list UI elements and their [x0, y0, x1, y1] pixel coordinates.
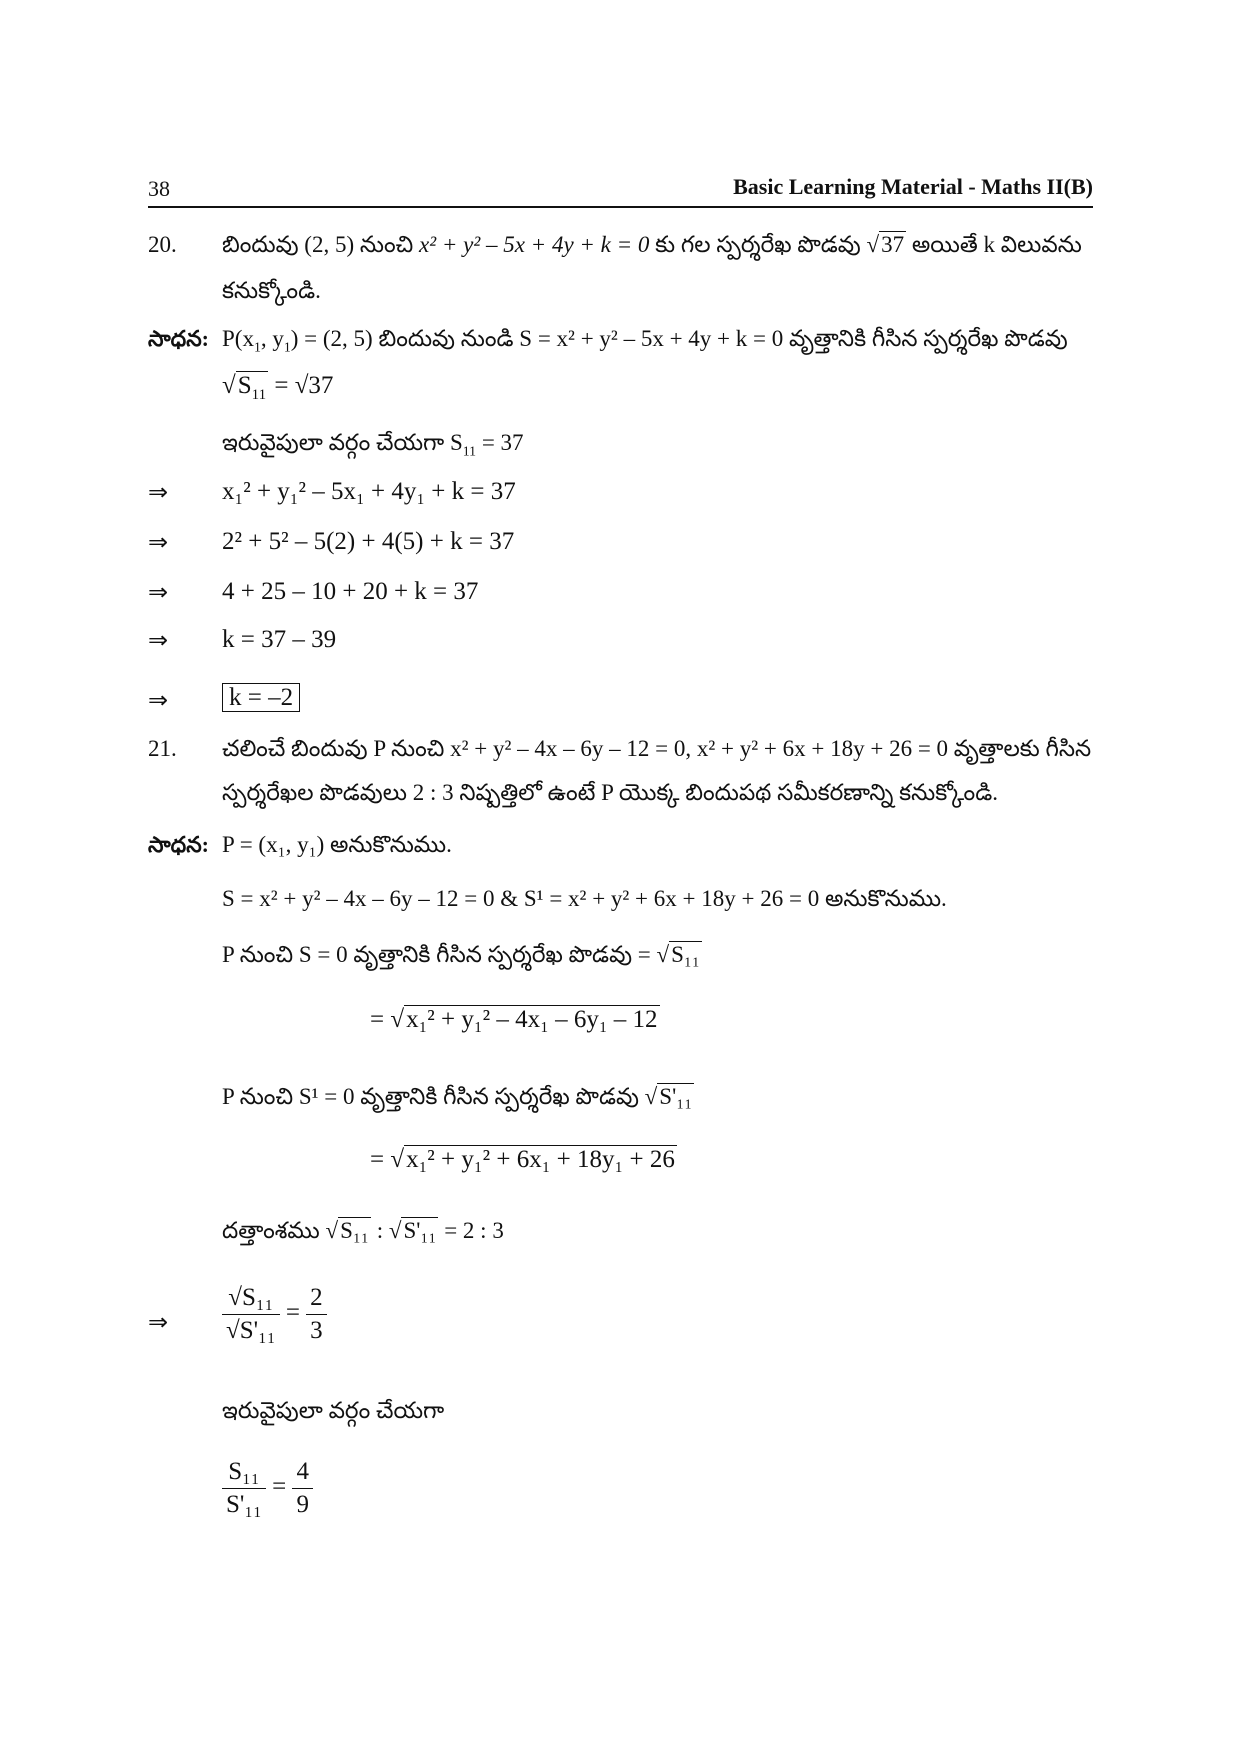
page-number: 38	[148, 176, 170, 201]
arrow-5: ⇒	[148, 686, 169, 714]
header-rule	[148, 206, 1093, 208]
sol21-ratio: $\frac{\text{√S₁₁}}{\text{√S'₁₁}}$ = $\frac{2}{3}$	[222, 1282, 327, 1347]
sol21-line4: = √x₁² + y₁² – 4x₁ – 6y₁ – 12	[370, 1006, 658, 1033]
sol21-label: సాధన:	[148, 832, 209, 857]
arrow-2: ⇒	[148, 528, 169, 556]
sol21-line6: = √x₁² + y₁² + 6x₁ + 18y₁ + 26	[370, 1146, 675, 1173]
sol20-line3: ఇరువైపులా వర్గం చేయగా $S_{11} = 37$	[222, 430, 524, 459]
sol21-ratio-squared: $\frac{\text{S₁₁}}{\text{S'₁₁}}$ = $\frac{4}{9}$	[222, 1456, 313, 1521]
sol20-line1: $P(x_1$, $y_1) = (2$, 5) బిందువు నుండి S = x² + y² – 5x + 4y + k = 0 వృత్తానికి గీసిన స్పర్శరేఖ పొడవు	[222, 326, 1068, 355]
sol21-line7: దత్తాంశము √S₁₁ : √S'₁₁ = 2 : 3	[222, 1218, 504, 1243]
q21-line2: స్పర్శరేఖల పొడవులు 2 : 3 నిష్పత్తిలో ఉంటే P యొక్క బిందుపథ సమీకరణాన్ని కనుక్కోండి.	[222, 780, 998, 805]
arrow-4: ⇒	[148, 626, 169, 654]
sol21-line3: P నుంచి S = 0 వృత్తానికి గీసిన స్పర్శరేఖ పొడవు = √S₁₁	[222, 942, 700, 967]
sol20-step2: 2² + 5² – 5(2) + 4(5) + k = 37	[222, 528, 515, 555]
running-title: Basic Learning Material - Maths II(B)	[733, 174, 1093, 199]
sol21-line9: ఇరువైపులా వర్గం చేయగా	[222, 1398, 445, 1423]
q20-number: 20.	[148, 232, 177, 257]
sol21-line2: S = x² + y² – 4x – 6y – 12 = 0 & S¹ = x² + y² + 6x + 18y + 26 = 0 అనుకొనుము.	[222, 886, 947, 911]
q21-number: 21.	[148, 736, 177, 761]
q21-line1: చలించే బిందువు P నుంచి x² + y² – 4x – 6y – 12 = 0, x² + y² + 6x + 18y + 26 = 0 వృత్తాలకు గీసిన	[222, 736, 1092, 761]
answer-box	[222, 682, 300, 714]
sol20-step3: 4 + 25 – 10 + 20 + k = 37	[222, 578, 479, 605]
sol20-step4: k = 37 – 39	[222, 626, 337, 653]
q20-line1: బిందువు (2, 5) నుంచి x² + y² – 5x + 4y + k = 0 కు గల స్పర్శరేఖ పొడవు √37 అయితే k విలువను	[222, 232, 1082, 257]
sol20-answer: k = –2	[222, 683, 300, 712]
sol21-line5: P నుంచి S¹ = 0 వృత్తానికి గీసిన స్పర్శరేఖ పొడవు √S'₁₁	[222, 1084, 693, 1109]
arrow-1: ⇒	[148, 478, 169, 506]
q20-line2: కనుక్కోండి.	[222, 278, 321, 303]
arrow-3: ⇒	[148, 578, 169, 606]
sol20-line2: $√S_{11} = √37$	[222, 372, 334, 403]
arrow-6: ⇒	[148, 1308, 169, 1336]
sol20-label: సాధన:	[148, 326, 209, 351]
sol20-step1: x₁² + y₁² – 5x₁ + 4y₁ + k = 37	[222, 478, 516, 505]
sol21-line1: P = (x₁, y₁) అనుకొనుము.	[222, 832, 452, 857]
